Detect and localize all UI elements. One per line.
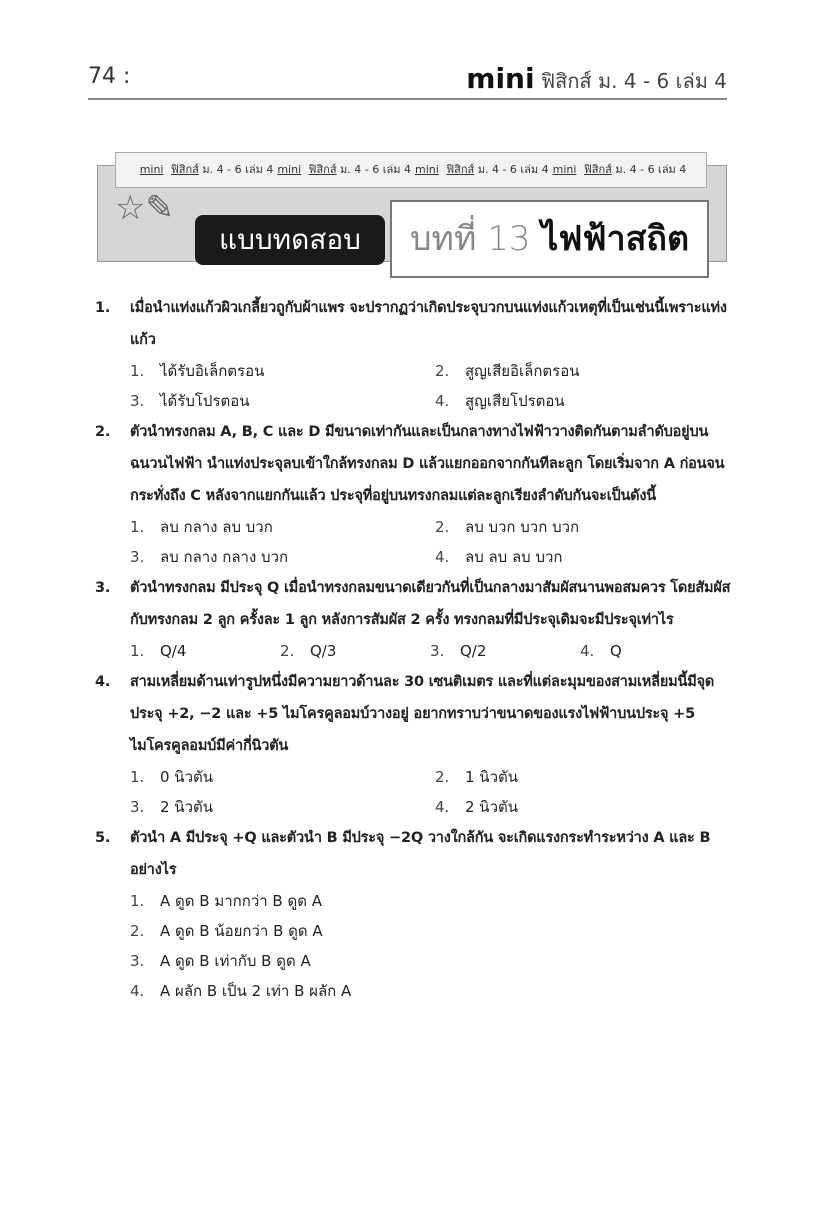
option-number: 2. (130, 922, 145, 940)
option-number: 2. (435, 518, 450, 536)
option-text: ลบ กลาง กลาง บวก (160, 548, 289, 566)
banner-strip (115, 152, 707, 188)
option-text: A ผลัก B เป็น 2 เท่า B ผลัก A (160, 982, 352, 1000)
question-text: เมื่อนำแท่งแก้วผิวเกลี้ยวถูกับผ้าแพร จะปรากฏว่าเกิดประจุบวกบนแท่งแก้วเหตุที่เป็นเช่นนี้เพราะแท่งแก้ว (130, 300, 727, 348)
option-text: A ดูด B มากกว่า B ดูด A (160, 892, 322, 910)
option[interactable] (130, 976, 740, 1006)
options (95, 356, 740, 416)
option[interactable] (130, 886, 740, 916)
option-number: 4. (435, 798, 450, 816)
strip-subject: ฟิสิกส์ (171, 163, 199, 176)
strip-mini: mini (415, 163, 439, 176)
strip-subject: ฟิสิกส์ (446, 163, 475, 176)
option-text: 2 นิวตัน (160, 798, 213, 816)
option[interactable] (130, 386, 435, 416)
option-number: 1. (130, 518, 145, 536)
question-list (95, 292, 740, 1006)
strip-rest: ม. 4 - 6 เล่ม 4 (202, 163, 274, 176)
option-number: 1. (130, 892, 145, 910)
test-label: แบบทดสอบ (195, 215, 385, 265)
question-number: 4. (95, 674, 111, 690)
option[interactable] (435, 762, 740, 792)
option[interactable] (130, 636, 280, 666)
book-title (466, 62, 727, 97)
question (95, 292, 740, 356)
strip-subject: ฟิสิกส์ (583, 163, 612, 176)
options (95, 762, 740, 822)
option-number: 4. (580, 642, 595, 660)
option-number: 3. (130, 392, 145, 410)
options (95, 636, 740, 666)
page-number: 74 : (88, 64, 131, 89)
option[interactable] (580, 636, 730, 666)
option-text: ได้รับอิเล็กตรอน (160, 362, 265, 380)
option-number: 4. (435, 548, 450, 566)
star-pen-icon: ☆✎ (115, 188, 174, 228)
option-text: 0 นิวตัน (160, 768, 213, 786)
option-text: Q/4 (160, 642, 187, 660)
book-title-mini: mini (466, 62, 535, 95)
option-text: ลบ ลบ ลบ บวก (465, 548, 563, 566)
strip-rest: ม. 4 - 6 เล่ม 4 (615, 163, 687, 176)
strip-mini: mini (139, 163, 164, 176)
option-text: Q (610, 642, 622, 660)
question-text: สามเหลี่ยมด้านเท่ารูปหนึ่งมีความยาวด้านละ 30 เซนติเมตร และที่แต่ละมุมของสามเหลี่ยมนี้มีจุดประจุ +2, −2 และ +5 ไมโครคูลอมบ์วางอยู่ อยากทราบว่าขนาดของแรงไฟฟ้าบนประจุ +5 ไมโครคูลอมบ์มีค่ากี่นิวตัน (130, 674, 715, 754)
chapter-prefix: บทที่ (409, 219, 477, 259)
option-number: 1. (130, 768, 145, 786)
option-text: Q/3 (310, 642, 337, 660)
option[interactable] (435, 512, 740, 542)
strip-mini: mini (552, 163, 577, 176)
question (95, 666, 740, 762)
option-text: A ดูด B น้อยกว่า B ดูด A (160, 922, 323, 940)
option[interactable] (130, 916, 740, 946)
options (95, 886, 740, 1006)
option-text: Q/2 (460, 642, 487, 660)
option[interactable] (280, 636, 430, 666)
option-text: ลบ บวก บวก บวก (465, 518, 580, 536)
options (95, 512, 740, 572)
option[interactable] (430, 636, 580, 666)
option-number: 4. (435, 392, 450, 410)
option[interactable] (435, 542, 740, 572)
option-number: 1. (130, 642, 145, 660)
question (95, 416, 740, 512)
option-number: 2. (435, 362, 450, 380)
option[interactable] (130, 792, 435, 822)
option[interactable] (130, 762, 435, 792)
strip-rest: ม. 4 - 6 เล่ม 4 (477, 163, 549, 176)
option-number: 3. (130, 548, 145, 566)
option-text: A ดูด B เท่ากับ B ดูด A (160, 952, 311, 970)
question-text: ตัวนำ A มีประจุ +Q และตัวนำ B มีประจุ −2Q วางใกล้กัน จะเกิดแรงกระทำระหว่าง A และ B อย่างไร (130, 830, 711, 878)
question-number: 3. (95, 580, 111, 596)
option-text: สูญเสียโปรตอน (465, 392, 565, 410)
strip-subject: ฟิสิกส์ (308, 163, 337, 176)
option-number: 1. (130, 362, 145, 380)
chapter-title (390, 200, 709, 278)
option-number: 3. (130, 798, 145, 816)
question (95, 822, 740, 886)
option[interactable] (130, 512, 435, 542)
option-text: สูญเสียอิเล็กตรอน (465, 362, 580, 380)
question-number: 1. (95, 300, 111, 316)
option-text: 2 นิวตัน (465, 798, 518, 816)
page-header (88, 60, 727, 100)
option-number: 4. (130, 982, 145, 1000)
chapter-name: ไฟฟ้าสถิต (541, 219, 690, 259)
option[interactable] (130, 946, 740, 976)
option-number: 3. (130, 952, 145, 970)
book-title-text: ฟิสิกส์ ม. 4 - 6 เล่ม 4 (540, 69, 727, 93)
question-text: ตัวนำทรงกลม A, B, C และ D มีขนาดเท่ากันและเป็นกลางทางไฟฟ้าวางติดกันตามลำดับอยู่บนฉนวนไฟฟ้า นำแท่งประจุลบเข้าใกล้ทรงกลม D แล้วแยกออกจากกันทีละลูก โดยเริ่มจาก A ก่อนจนกระทั่งถึง C หลังจากแยกกันแล้ว ประจุที่อยู่บนทรงกลมแต่ละลูกเรียงลำดับกันจะเป็นดังนี้ (130, 424, 725, 504)
question-number: 5. (95, 830, 111, 846)
strip-rest: ม. 4 - 6 เล่ม 4 (340, 163, 411, 176)
option-number: 2. (280, 642, 295, 660)
option-text: ได้รับโปรตอน (160, 392, 250, 410)
option-text: 1 นิวตัน (465, 768, 518, 786)
option-number: 3. (430, 642, 445, 660)
question-number: 2. (95, 424, 111, 440)
option-text: ลบ กลาง ลบ บวก (160, 518, 273, 536)
strip-mini: mini (277, 163, 302, 176)
option[interactable] (435, 386, 740, 416)
option[interactable] (435, 356, 740, 386)
question-text: ตัวนำทรงกลม มีประจุ Q เมื่อนำทรงกลมขนาดเดียวกันที่เป็นกลางมาสัมผัสนานพอสมควร โดยสัมผัสกับทรงกลม 2 ลูก ครั้งละ 1 ลูก หลังการสัมผัส 2 ครั้ง ทรงกลมที่มีประจุเดิมจะมีประจุเท่าไร (130, 580, 731, 628)
question (95, 572, 740, 636)
option[interactable] (435, 792, 740, 822)
option-number: 2. (435, 768, 450, 786)
option[interactable] (130, 542, 435, 572)
chapter-number: 13 (487, 219, 531, 259)
option[interactable] (130, 356, 435, 386)
